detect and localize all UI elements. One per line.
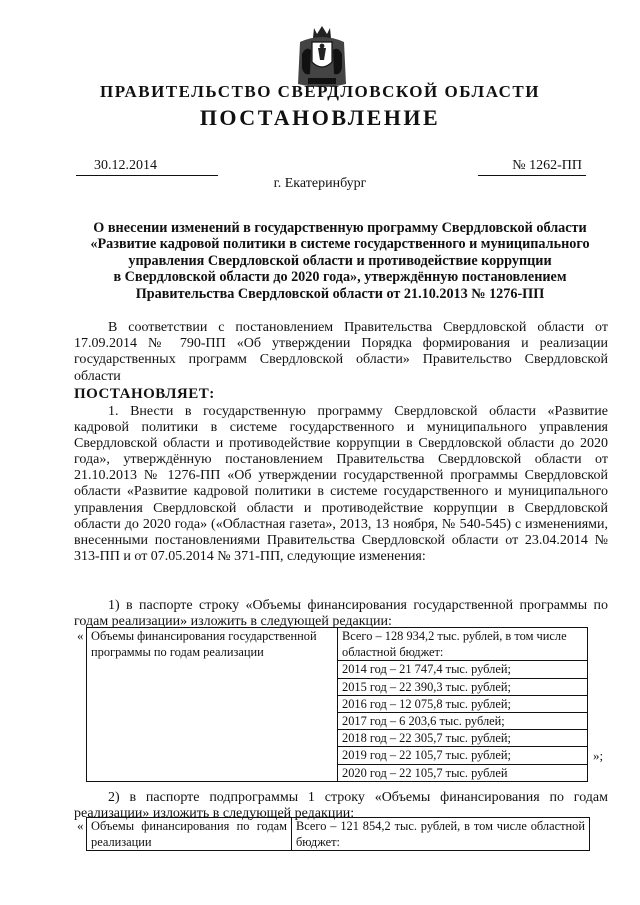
document-subject: [70, 220, 610, 302]
table-2-values-cell: Всего – 121 854,2 тыс. рублей, в том числе областной бюджет:: [292, 818, 590, 851]
table-1-year-row: 2016 год – 12 075,8 тыс. рублей;: [338, 696, 587, 713]
subitem-1-paragraph: 1) в паспорте строку «Объемы финансирования государственной программы по годам реализации» изложить в следующей редакции:: [74, 598, 608, 630]
table-1-close-quote: »;: [593, 748, 604, 763]
table-1-values-cell: [338, 628, 588, 782]
table-2-label-cell: Объемы финансирования по годам реализации: [87, 818, 292, 851]
table-1-year-row: 2017 год – 6 203,6 тыс. рублей;: [338, 713, 587, 730]
subject-line: Правительства Свердловской области от 21.10.2013 № 1276-ПП: [135, 285, 545, 302]
decree-heading: ПОСТАНОВЛЯЕТ:: [74, 386, 215, 402]
item-1-paragraph: 1. Внести в государственную программу Свердловской области «Развитие кадровой политики в системе государственного и муниципального управления Свердловской области и противодействие коррупции в Свердловской области до 2020 года», утверждённую постановлением Правительства Свердловской области от 21.10.2013 № 1276-ПП «Об утверждении государственной программы Свердловской области «Развитие кадровой политики в системе государственного и муниципального управления Свердловской области и противодействие коррупции в Свердловской области до 2020 года» («Областная газета», 2013, 13 ноября, № 540-545) с изменениями, внесенными постановлениями Правительства Свердловской области от 23.04.2014 № 313-ПП и от 07.05.2014 № 371-ПП, следующие изменения:: [74, 404, 608, 564]
table-1-total: Всего – 128 934,2 тыс. рублей, в том числе областной бюджет:: [338, 628, 587, 661]
table-2-open-quote: «: [77, 818, 84, 833]
table-1-label-cell: Объемы финансирования государственной программы по годам реализации: [87, 628, 338, 782]
document-number: № 1262-ПП: [478, 158, 586, 176]
document-type-title: ПОСТАНОВЛЕНИЕ: [199, 105, 441, 130]
table-1-open-quote: «: [77, 628, 84, 643]
financing-table-2: [86, 817, 590, 851]
financing-table-1: [86, 627, 588, 782]
subject-line: в Свердловской области до 2020 года», утверждённую постановлением: [113, 269, 567, 286]
document-city: г. Екатеринбург: [273, 176, 367, 191]
government-title: ПРАВИТЕЛЬСТВО СВЕРДЛОВСКОЙ ОБЛАСТИ: [100, 82, 540, 101]
preamble-paragraph: В соответствии с постановлением Правительства Свердловской области от 17.09.2014 № 790-ПП «Об утверждении Порядка формирования и реализации государственных программ Свердловской области» Правительство Свердловской области: [74, 320, 608, 384]
subject-line: О внесении изменений в государственную программу Свердловской области: [93, 220, 587, 236]
coat-of-arms-emblem: [296, 24, 348, 90]
subitem-2-paragraph: 2) в паспорте подпрограммы 1 строку «Объемы финансирования по годам реализации» изложить в следующей редакции:: [74, 790, 608, 822]
document-date: 30.12.2014: [76, 158, 218, 176]
table-1-year-row: 2015 год – 22 390,3 тыс. рублей;: [338, 679, 587, 696]
subject-line: «Развитие кадровой политики в системе государственного и муниципального: [90, 236, 590, 253]
table-1-year-row: 2014 год – 21 747,4 тыс. рублей;: [338, 661, 587, 678]
table-1-year-row: 2019 год – 22 105,7 тыс. рублей;: [338, 747, 587, 764]
table-1-year-row: 2020 год – 22 105,7 тыс. рублей: [342, 765, 508, 780]
subject-line: управления Свердловской области и противодействие коррупции: [128, 252, 552, 269]
table-1-year-row: 2018 год – 22 305,7 тыс. рублей;: [338, 730, 587, 747]
